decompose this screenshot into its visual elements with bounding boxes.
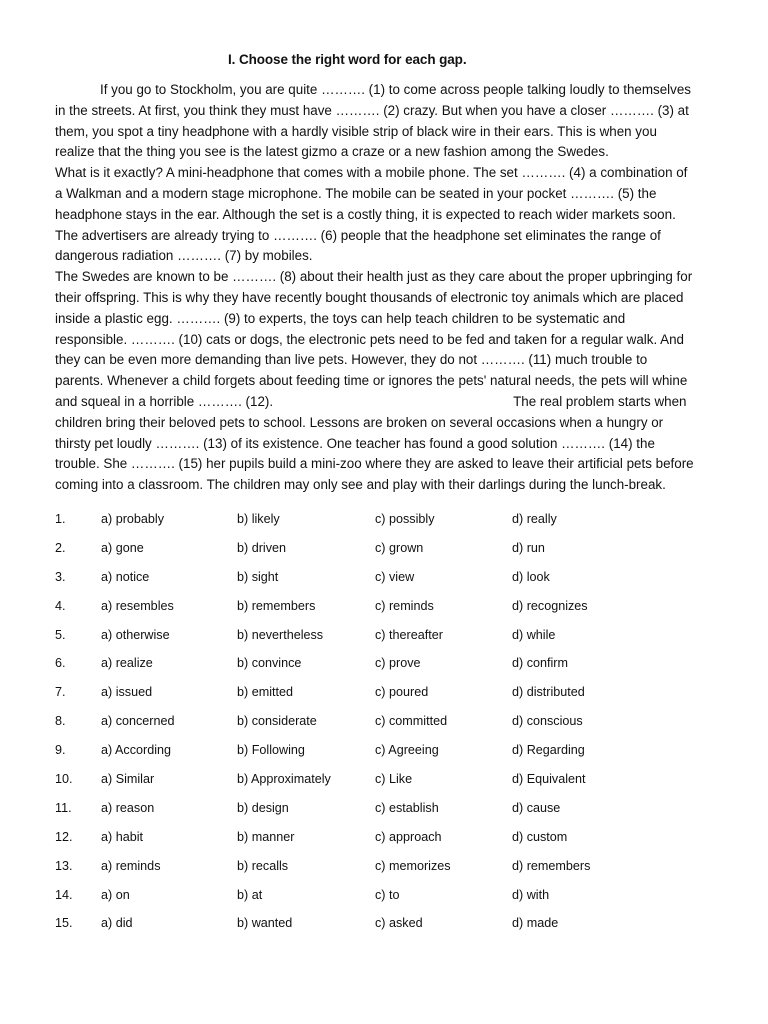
option-d: d) recognizes [512, 598, 588, 613]
option-c: c) approach [375, 829, 442, 844]
option-row [55, 739, 715, 768]
option-c: c) Agreeing [375, 743, 439, 758]
passage-line: trouble. She ………. (15) her pupils build a mini-zoo where they are asked to leave their artificial pets before [55, 456, 694, 472]
passage-text [55, 80, 715, 496]
option-d: d) remembers [512, 858, 591, 873]
passage-line: their offspring. This is why they have recently bought thousands of electronic toy animals which are placed [55, 289, 684, 305]
option-c: c) memorizes [375, 858, 451, 873]
option-b: b) considerate [237, 714, 317, 729]
option-b: b) likely [237, 512, 280, 526]
option-b: b) convince [237, 656, 302, 671]
option-a: a) reminds [101, 858, 161, 873]
passage-line: a Walkman and a modern stage microphone. The mobile can be seated in your pocket ………. (5) the [55, 185, 657, 201]
question-number: 13. [55, 858, 73, 873]
worksheet-title: I. Choose the right word for each gap. [228, 52, 467, 67]
question-number: 10. [55, 772, 73, 787]
option-d: d) look [512, 569, 550, 584]
question-number: 5. [55, 627, 66, 642]
option-a: a) issued [101, 685, 153, 700]
option-b: b) recalls [237, 858, 289, 873]
option-d: d) Equivalent [512, 772, 586, 787]
passage-line: The advertisers are already trying to ………. (6) people that the headphone set eliminates the range of [55, 227, 661, 243]
option-a: a) habit [101, 829, 144, 844]
option-row [55, 826, 715, 855]
option-c: c) to [375, 887, 400, 902]
option-row [55, 797, 715, 826]
option-d: d) conscious [512, 714, 583, 729]
option-a: a) on [101, 887, 130, 902]
option-b: b) emitted [237, 685, 293, 700]
option-row [55, 710, 715, 739]
option-a: a) gone [101, 540, 144, 555]
question-number: 7. [55, 685, 66, 700]
option-d: d) really [512, 512, 557, 526]
option-d: d) distributed [512, 685, 585, 700]
passage-line-split [55, 392, 715, 413]
answer-options-list [55, 508, 715, 941]
option-c: c) Like [375, 772, 413, 787]
question-number: 6. [55, 656, 66, 671]
passage-line: in the streets. At first, you think they must have ………. (2) crazy. But when you have a closer ………. (3) at [55, 102, 689, 118]
option-row [55, 855, 715, 884]
option-c: c) possibly [375, 512, 435, 526]
option-b: b) manner [237, 829, 295, 844]
question-number: 2. [55, 540, 66, 555]
passage-line-part: and squeal in a horrible ………. (12). [55, 393, 274, 409]
question-number: 3. [55, 569, 66, 584]
option-c: c) poured [375, 685, 429, 700]
passage-line: realize that the thing you see is the latest gizmo a craze or a new fashion among the Swedes. [55, 144, 609, 160]
option-d: d) Regarding [512, 743, 585, 758]
option-row [55, 508, 715, 537]
passage-line: If you go to Stockholm, you are quite ………. (1) to come across people talking loudly to themselves [100, 82, 691, 97]
passage-line: The Swedes are known to be ………. (8) about their health just as they care about the proper upbringing for [55, 269, 693, 285]
passage-line: dangerous radiation ………. (7) by mobiles. [55, 248, 313, 264]
option-row [55, 768, 715, 797]
option-row [55, 624, 715, 653]
passage-line-part: The real problem starts when [513, 393, 687, 409]
passage-line: What is it exactly? A mini-headphone that comes with a mobile phone. The set ………. (4) a combination of [55, 165, 688, 181]
option-b: b) driven [237, 540, 286, 555]
question-number: 14. [55, 887, 73, 902]
option-d: d) with [512, 887, 550, 902]
passage-line: headphone stays in the ear. Although the set is a costly thing, it is expected to reach wider markets soon. [55, 206, 676, 222]
option-c: c) asked [375, 916, 423, 931]
option-d: d) confirm [512, 656, 568, 671]
option-a: a) notice [101, 569, 150, 584]
passage-line: they can be even more demanding than live pets. However, they do not ………. (11) much trouble to [55, 352, 648, 368]
option-a: a) concerned [101, 714, 175, 729]
option-a: a) reason [101, 800, 155, 815]
option-row [55, 595, 715, 624]
option-c: c) reminds [375, 598, 434, 613]
option-row [55, 652, 715, 681]
option-c: c) view [375, 569, 415, 584]
option-d: d) while [512, 627, 556, 642]
option-row [55, 681, 715, 710]
question-number: 12. [55, 829, 73, 844]
option-b: b) sight [237, 569, 279, 584]
option-row [55, 884, 715, 913]
option-b: b) remembers [237, 598, 316, 613]
option-d: d) made [512, 916, 559, 931]
option-b: b) nevertheless [237, 627, 324, 642]
passage-line: inside a plastic egg. ………. (9) to experts, the toys can help teach children to be systematic and [55, 310, 626, 326]
question-number: 8. [55, 714, 66, 729]
option-row [55, 537, 715, 566]
passage-line: parents. Whenever a child forgets about feeding time or ignores the pets' natural needs, the pets will whine [55, 373, 688, 389]
option-d: d) custom [512, 829, 568, 844]
passage-line: children bring their beloved pets to school. Lessons are broken on several occasions when a hungry or [55, 414, 664, 430]
passage-line: responsible. ………. (10) cats or dogs, the electronic pets need to be fed and taken for a regular walk. And [55, 331, 684, 347]
option-b: b) design [237, 800, 289, 815]
passage-line: coming into a classroom. The children may only see and play with their darlings during the lunch-break. [55, 477, 666, 493]
option-row [55, 912, 715, 941]
option-c: c) establish [375, 800, 439, 815]
option-a: a) probably [101, 512, 165, 526]
option-d: d) cause [512, 800, 561, 815]
option-c: c) committed [375, 714, 448, 729]
option-a: a) According [101, 743, 172, 758]
option-row [55, 566, 715, 595]
passage-line: thirsty pet loudly ………. (13) of its existence. One teacher has found a good solution ………. (14) the [55, 435, 655, 451]
option-c: c) grown [375, 540, 424, 555]
option-a: a) resembles [101, 598, 174, 613]
option-d: d) run [512, 540, 545, 555]
question-number: 15. [55, 916, 73, 931]
option-a: a) otherwise [101, 627, 170, 642]
option-b: b) Following [237, 743, 305, 758]
option-b: b) Approximately [237, 772, 331, 787]
option-a: a) realize [101, 656, 153, 671]
option-a: a) did [101, 916, 133, 931]
question-number: 11. [55, 800, 72, 815]
question-number: 9. [55, 743, 66, 758]
passage-line: them, you spot a tiny headphone with a hardly visible strip of black wire in their ears. This is when you [55, 123, 657, 139]
option-c: c) prove [375, 656, 421, 671]
option-b: b) at [237, 887, 263, 902]
question-number: 4. [55, 598, 66, 613]
option-b: b) wanted [237, 916, 293, 931]
option-c: c) thereafter [375, 627, 443, 642]
option-a: a) Similar [101, 772, 155, 787]
question-number: 1. [55, 512, 66, 526]
